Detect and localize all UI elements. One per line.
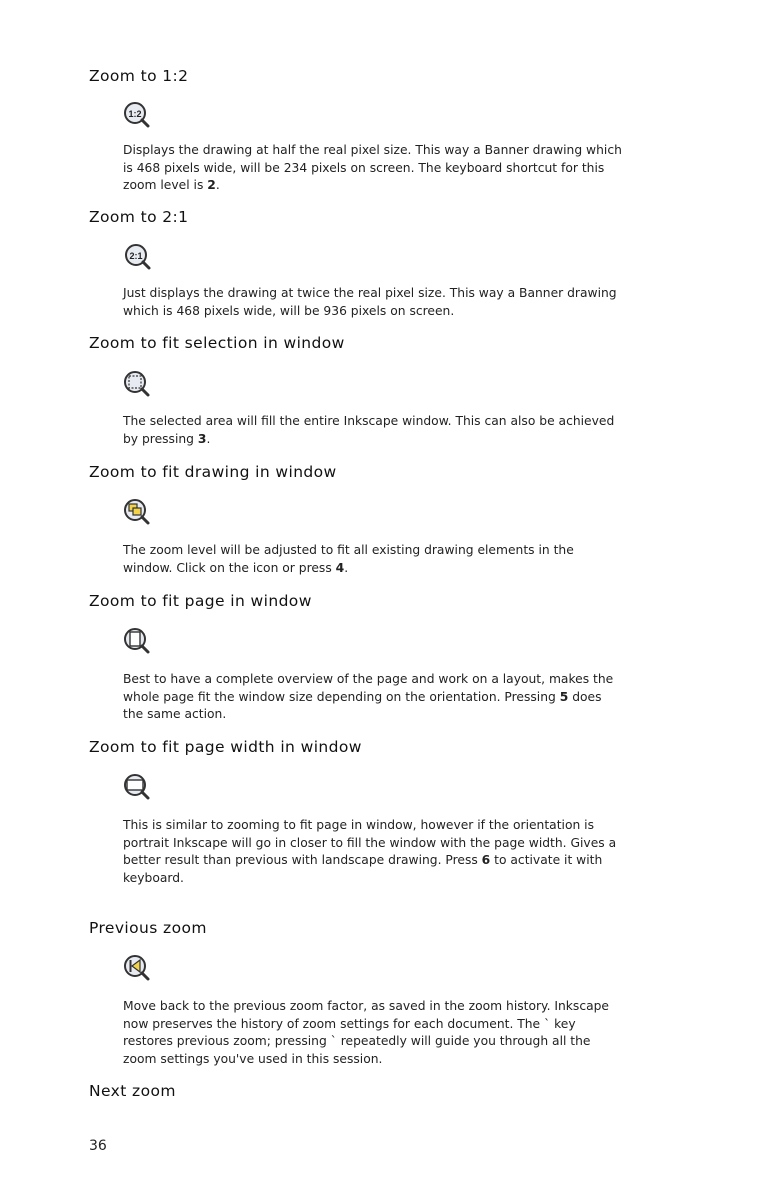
heading-zoom-2-1: Zoom to 2:1 <box>89 208 189 226</box>
zoom-2-1-icon <box>122 243 152 271</box>
heading-zoom-drawing: Zoom to fit drawing in window <box>89 463 337 481</box>
heading-next-zoom: Next zoom <box>89 1082 176 1100</box>
zoom-page-icon <box>122 627 152 655</box>
zoom-2-1-icon-label: 2:1 <box>129 251 143 261</box>
heading-zoom-page: Zoom to fit page in window <box>89 592 312 610</box>
page-number: 36 <box>89 1138 107 1154</box>
paragraph-zoom-1-2: Displays the drawing at half the real pixel size. This way a Banner drawing which is 468 pixels wide, will be 234 pixels on screen. The keyboard shortcut for this zoom level is 2. <box>123 143 622 192</box>
paragraph-zoom-selection: The selected area will fill the entire Inkscape window. This can also be achieved by pressing 3. <box>123 414 615 446</box>
paragraph-zoom-page: Best to have a complete overview of the page and work on a layout, makes the whole page fit the window size depending on the orientation. Pressing 5 does the same action. <box>123 672 614 721</box>
paragraph-zoom-2-1: Just displays the drawing at twice the real pixel size. This way a Banner drawing which is 468 pixels wide, will be 936 pixels on screen. <box>123 286 617 318</box>
zoom-selection-icon <box>122 370 152 398</box>
heading-previous-zoom: Previous zoom <box>89 919 207 937</box>
heading-zoom-1-2: Zoom to 1:2 <box>89 67 189 85</box>
paragraph-previous-zoom: Move back to the previous zoom factor, as saved in the zoom history. Inkscape now preserves the history of zoom settings for each document. The ` key restores previous zoom; pressing ` repeatedly will guide you through all the zoom settings you've used in this session. <box>123 999 609 1066</box>
paragraph-zoom-page-width: This is similar to zooming to fit page in window, however if the orientation is portrait Inkscape will go in closer to fill the window with the page width. Gives a better result than previous with landscape drawing. Press 6 to activate it with keyboard. <box>123 818 617 885</box>
paragraph-zoom-drawing: The zoom level will be adjusted to fit all existing drawing elements in the window. Click on the icon or press 4. <box>123 543 574 575</box>
heading-zoom-page-width: Zoom to fit page width in window <box>89 738 362 756</box>
zoom-page-width-icon <box>122 773 152 801</box>
zoom-1-2-icon <box>122 101 152 129</box>
heading-zoom-selection: Zoom to fit selection in window <box>89 334 345 352</box>
zoom-drawing-icon <box>122 498 152 526</box>
zoom-1-2-icon-label: 1:2 <box>128 109 142 119</box>
zoom-previous-icon <box>122 954 152 982</box>
